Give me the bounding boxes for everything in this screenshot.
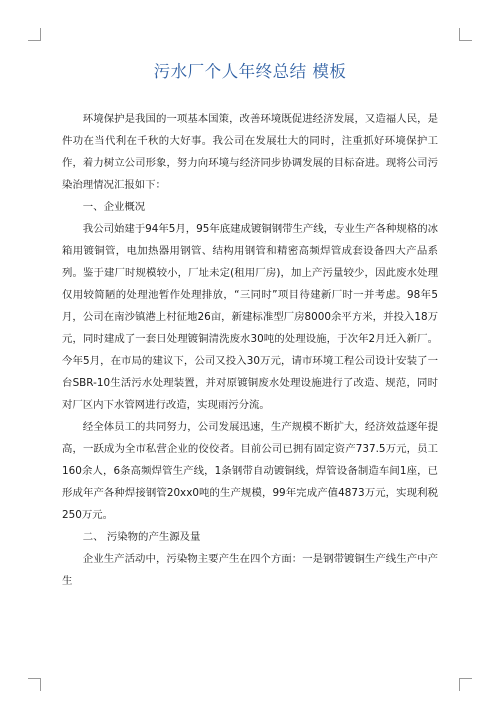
company-growth-paragraph: 经全体员工的共同努力，公司发展迅速，生产规模不断扩大，经济效益逐年提高，一跃成为全市私营企业的佼佼者。目前公司已拥有固定资产737.5万元，员工160余人，6条高频焊管生产线，1条钢带自动镀铜线，焊管设备制造车间1座，已形成年产各种焊接钢管20xx0吨的生产规模，99年完成产值4873万元，实现利税250万元。 bbox=[62, 421, 438, 521]
page-corner-mark-bottom-right bbox=[459, 678, 472, 691]
page-corner-mark-top-left bbox=[28, 28, 41, 41]
company-history-paragraph: 我公司始建于94年5月，95年底建成镀铜钢带生产线，专业生产各种规格的冰箱用镀铜管，电加热器用钢管、结构用钢管和精密高频焊管成套设备四大产品系列。鉴于建厂时规模较小，厂址未定(租用厂房)，加上产污量较少，因此废水处理仅用较简陋的处理池暂作处理排放，“三同时”项目待建新厂时一并考虑。98年5月，公司在南沙镇港上村征地26亩，新建标准型厂房8000余平方米，并投入18万元，同时建成了一套日处理镀铜清洗废水30吨的处理设施，于次年2月迁入新厂。今年5月，在市局的建议下，公司又投入30万元，请市环境工程公司设计安装了一台SBR-10生活污水处理装置，并对原镀铜废水处理设施进行了改造、规范，同时对厂区内下水管网进行改造，实现雨污分流。 bbox=[62, 223, 438, 411]
section-heading-company-overview: 一、企业概况 bbox=[82, 201, 146, 213]
page-corner-mark-top-right bbox=[459, 28, 472, 41]
pollution-sources-paragraph: 企业生产活动中，污染物主要产生在四个方面：一是钢带镀铜生产线生产中产生 bbox=[62, 553, 438, 587]
intro-paragraph: 环境保护是我国的一项基本国策，改善环境既促进经济发展，又造福人民，是件功在当代利在千秋的大好事。我公司在发展壮大的同时，注重抓好环境保护工作，着力树立公司形象，努力向环境与经济同步协调发展的目标奋进。现将公司污染治理情况汇报如下： bbox=[62, 113, 438, 191]
page-corner-mark-bottom-left bbox=[28, 678, 41, 691]
document-title: 污水厂个人年终总结 模板 bbox=[153, 62, 347, 81]
document-page bbox=[62, 60, 438, 592]
section-heading-pollution-sources: 二、 污染物的产生源及量 bbox=[82, 531, 201, 543]
